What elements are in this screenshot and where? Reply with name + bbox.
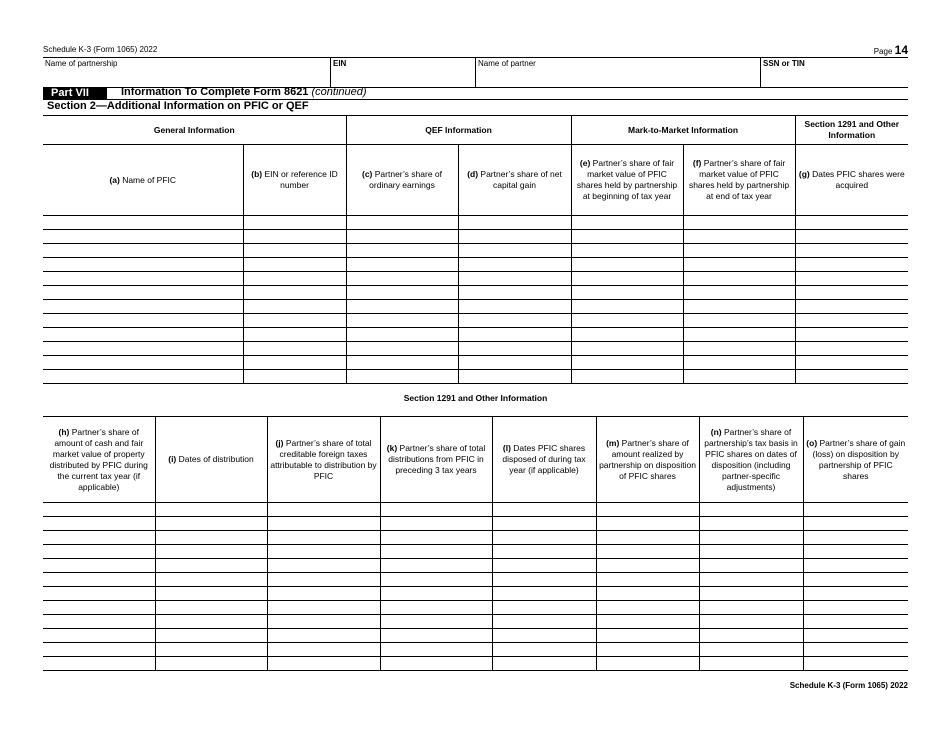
entry-cell[interactable] bbox=[267, 643, 380, 657]
column-label: Dates of distribution bbox=[176, 454, 254, 464]
entry-cell[interactable] bbox=[683, 328, 795, 342]
part-heading bbox=[43, 86, 908, 100]
entry-cell[interactable] bbox=[571, 258, 683, 272]
entry-cell[interactable] bbox=[795, 300, 908, 314]
entry-cell[interactable] bbox=[683, 314, 795, 328]
column-letter: (f) bbox=[692, 158, 702, 168]
column-header-l bbox=[492, 417, 596, 503]
column-label: Partner’s share of ordinary earnings bbox=[369, 169, 443, 190]
column-letter: (h) bbox=[58, 426, 70, 437]
column-label: Partner’s share of fair market value of PFIC shares held by partnership at beginning of tax year bbox=[576, 158, 678, 201]
pfic-table-2 bbox=[43, 416, 908, 671]
column-header-a bbox=[43, 145, 243, 216]
group-section-1291-information: Section 1291 and Other Information bbox=[795, 116, 908, 145]
table-row bbox=[43, 587, 908, 601]
column-letter: (i) bbox=[168, 454, 177, 464]
entry-cell[interactable] bbox=[380, 629, 492, 643]
part-title bbox=[121, 86, 367, 99]
table-row bbox=[43, 314, 908, 328]
entry-cell[interactable] bbox=[803, 517, 908, 531]
entry-cell[interactable] bbox=[699, 657, 803, 671]
entry-cell[interactable] bbox=[795, 216, 908, 230]
column-letter: (o) bbox=[806, 437, 818, 448]
table-row bbox=[43, 356, 908, 370]
entry-cell[interactable] bbox=[43, 272, 243, 286]
entry-cell[interactable] bbox=[596, 601, 699, 615]
entry-cell[interactable] bbox=[803, 545, 908, 559]
entry-cell[interactable] bbox=[380, 573, 492, 587]
entry-cell[interactable] bbox=[683, 272, 795, 286]
entry-cell[interactable] bbox=[155, 601, 267, 615]
entry-cell[interactable] bbox=[699, 573, 803, 587]
entry-cell[interactable] bbox=[596, 573, 699, 587]
entry-cell[interactable] bbox=[346, 286, 458, 300]
page-indicator bbox=[874, 43, 908, 57]
table-row bbox=[43, 643, 908, 657]
column-label: Partner’s share of total creditable foreign taxes attributable to distribution by PFIC bbox=[270, 437, 377, 481]
entry-cell[interactable] bbox=[458, 216, 571, 230]
entry-cell[interactable] bbox=[43, 573, 155, 587]
partnership-name-label: Name of partnership bbox=[45, 59, 118, 68]
entry-cell[interactable] bbox=[267, 503, 380, 517]
entry-cell[interactable] bbox=[571, 300, 683, 314]
entry-cell[interactable] bbox=[155, 629, 267, 643]
column-letter: (g) bbox=[798, 169, 810, 179]
entry-cell[interactable] bbox=[683, 370, 795, 384]
ein-label: EIN bbox=[333, 59, 347, 68]
entry-cell[interactable] bbox=[346, 314, 458, 328]
entry-cell[interactable] bbox=[458, 342, 571, 356]
entry-cell[interactable] bbox=[267, 573, 380, 587]
entry-cell[interactable] bbox=[43, 258, 243, 272]
column-header-k bbox=[380, 417, 492, 503]
entry-cell[interactable] bbox=[43, 314, 243, 328]
entry-cell[interactable] bbox=[243, 258, 346, 272]
column-label: Partner’s share of amount of cash and fair market value of property distributed by PFIC during the current tax year (if applicable) bbox=[49, 426, 148, 492]
entry-cell[interactable] bbox=[458, 328, 571, 342]
entry-cell[interactable] bbox=[43, 503, 155, 517]
entry-cell[interactable] bbox=[683, 230, 795, 244]
entry-cell[interactable] bbox=[571, 356, 683, 370]
table-row bbox=[43, 286, 908, 300]
section-title: Section 2—Additional Information on PFIC or QEF bbox=[47, 100, 309, 112]
column-letter: (e) bbox=[579, 158, 591, 168]
table-row bbox=[43, 517, 908, 531]
column-letter: (a) bbox=[109, 174, 120, 185]
entry-cell[interactable] bbox=[571, 272, 683, 286]
column-header-h bbox=[43, 417, 155, 503]
entry-cell[interactable] bbox=[571, 244, 683, 258]
entry-cell[interactable] bbox=[346, 244, 458, 258]
entry-cell[interactable] bbox=[803, 559, 908, 573]
entry-cell[interactable] bbox=[492, 629, 596, 643]
entry-cell[interactable] bbox=[458, 286, 571, 300]
table-row bbox=[43, 531, 908, 545]
entry-cell[interactable] bbox=[795, 370, 908, 384]
entry-cell[interactable] bbox=[43, 657, 155, 671]
column-label: Partner’s share of amount realized by partnership on disposition of PFIC shares bbox=[599, 437, 696, 481]
entry-cell[interactable] bbox=[803, 587, 908, 601]
entry-cell[interactable] bbox=[380, 517, 492, 531]
part-label: Part VII bbox=[43, 87, 107, 99]
entry-cell[interactable] bbox=[683, 342, 795, 356]
entry-cell[interactable] bbox=[683, 216, 795, 230]
entry-cell[interactable] bbox=[571, 328, 683, 342]
column-label: Dates PFIC shares were acquired bbox=[809, 169, 905, 190]
entry-cell[interactable] bbox=[683, 286, 795, 300]
column-header-f bbox=[683, 145, 795, 216]
entry-cell[interactable] bbox=[380, 531, 492, 545]
entry-cell[interactable] bbox=[267, 517, 380, 531]
table-row bbox=[43, 370, 908, 384]
entry-cell[interactable] bbox=[596, 559, 699, 573]
entry-cell[interactable] bbox=[492, 517, 596, 531]
entry-cell[interactable] bbox=[596, 517, 699, 531]
entry-cell[interactable] bbox=[346, 328, 458, 342]
ssn-label: SSN or TIN bbox=[763, 59, 805, 68]
group-general-information: General Information bbox=[43, 116, 346, 145]
entry-cell[interactable] bbox=[699, 503, 803, 517]
entry-cell[interactable] bbox=[699, 643, 803, 657]
column-letter: (m) bbox=[606, 437, 620, 448]
entry-cell[interactable] bbox=[596, 545, 699, 559]
entry-cell[interactable] bbox=[458, 356, 571, 370]
entry-cell[interactable] bbox=[267, 657, 380, 671]
entry-cell[interactable] bbox=[346, 300, 458, 314]
entry-cell[interactable] bbox=[267, 615, 380, 629]
entry-cell[interactable] bbox=[596, 531, 699, 545]
column-label: EIN or reference ID number bbox=[262, 169, 338, 190]
entry-cell[interactable] bbox=[492, 559, 596, 573]
entry-cell[interactable] bbox=[43, 615, 155, 629]
entry-cell[interactable] bbox=[571, 216, 683, 230]
entry-cell[interactable] bbox=[699, 601, 803, 615]
column-header-c bbox=[346, 145, 458, 216]
entry-cell[interactable] bbox=[43, 370, 243, 384]
entry-cell[interactable] bbox=[155, 531, 267, 545]
entry-cell[interactable] bbox=[699, 559, 803, 573]
column-letter: (k) bbox=[386, 443, 398, 453]
column-header-j bbox=[267, 417, 380, 503]
entry-cell[interactable] bbox=[43, 601, 155, 615]
entry-cell[interactable] bbox=[380, 587, 492, 601]
entry-cell[interactable] bbox=[795, 286, 908, 300]
entry-cell[interactable] bbox=[267, 587, 380, 601]
entry-cell[interactable] bbox=[596, 629, 699, 643]
entry-cell[interactable] bbox=[492, 643, 596, 657]
entry-cell[interactable] bbox=[43, 286, 243, 300]
entry-cell[interactable] bbox=[699, 615, 803, 629]
table-row bbox=[43, 615, 908, 629]
entry-cell[interactable] bbox=[596, 615, 699, 629]
table-row bbox=[43, 230, 908, 244]
entry-cell[interactable] bbox=[795, 244, 908, 258]
column-header-b bbox=[243, 145, 346, 216]
entry-cell[interactable] bbox=[803, 531, 908, 545]
column-letter: (l) bbox=[502, 443, 511, 453]
entry-cell[interactable] bbox=[43, 587, 155, 601]
pfic-table-1 bbox=[43, 115, 908, 384]
entry-cell[interactable] bbox=[803, 657, 908, 671]
entry-cell[interactable] bbox=[803, 503, 908, 517]
entry-cell[interactable] bbox=[43, 230, 243, 244]
column-label: Partner’s share of total distributions from PFIC in preceding 3 tax years bbox=[388, 443, 486, 475]
entry-cell[interactable] bbox=[346, 216, 458, 230]
entry-cell[interactable] bbox=[243, 356, 346, 370]
entry-cell[interactable] bbox=[492, 615, 596, 629]
column-header-g bbox=[795, 145, 908, 216]
column-letter: (j) bbox=[275, 437, 284, 448]
column-letter: (c) bbox=[362, 169, 373, 179]
entry-cell[interactable] bbox=[155, 657, 267, 671]
column-letter: (d) bbox=[467, 169, 479, 179]
entry-cell[interactable] bbox=[267, 545, 380, 559]
table-row bbox=[43, 244, 908, 258]
column-header-i bbox=[155, 417, 267, 503]
column-headers bbox=[43, 417, 908, 503]
entry-cell[interactable] bbox=[699, 587, 803, 601]
entry-cell[interactable] bbox=[492, 657, 596, 671]
entry-cell[interactable] bbox=[683, 300, 795, 314]
entry-cell[interactable] bbox=[267, 601, 380, 615]
table-row bbox=[43, 300, 908, 314]
entry-cell[interactable] bbox=[380, 615, 492, 629]
entry-cell[interactable] bbox=[43, 517, 155, 531]
entry-cell[interactable] bbox=[571, 342, 683, 356]
entry-cell[interactable] bbox=[243, 272, 346, 286]
entry-cell[interactable] bbox=[699, 545, 803, 559]
column-label: Dates PFIC shares disposed of during tax year (if applicable) bbox=[502, 443, 586, 475]
table-row bbox=[43, 545, 908, 559]
entry-cell[interactable] bbox=[243, 342, 346, 356]
ssn-field[interactable] bbox=[761, 58, 908, 87]
entry-cell[interactable] bbox=[699, 629, 803, 643]
entry-cell[interactable] bbox=[380, 503, 492, 517]
entry-cell[interactable] bbox=[803, 643, 908, 657]
entry-cell[interactable] bbox=[243, 216, 346, 230]
entry-cell[interactable] bbox=[699, 531, 803, 545]
column-label: Partner’s share of partnership’s tax basis in PFIC shares on dates of disposition (including partner-specific adjustments) bbox=[704, 426, 798, 492]
entry-cell[interactable] bbox=[458, 370, 571, 384]
table-row bbox=[43, 503, 908, 517]
entry-cell[interactable] bbox=[243, 286, 346, 300]
entry-cell[interactable] bbox=[571, 230, 683, 244]
entry-cell[interactable] bbox=[458, 230, 571, 244]
section-1291-title: Section 1291 and Other Information bbox=[403, 393, 548, 403]
entry-cell[interactable] bbox=[346, 258, 458, 272]
entry-cell[interactable] bbox=[492, 503, 596, 517]
entry-cell[interactable] bbox=[43, 300, 243, 314]
entry-cell[interactable] bbox=[683, 356, 795, 370]
table-row bbox=[43, 216, 908, 230]
table-row bbox=[43, 559, 908, 573]
column-headers bbox=[43, 145, 908, 216]
partnership-name-field[interactable] bbox=[43, 58, 330, 87]
entry-cell[interactable] bbox=[492, 601, 596, 615]
table-row bbox=[43, 328, 908, 342]
partner-name-field[interactable] bbox=[476, 58, 760, 87]
entry-cell[interactable] bbox=[43, 559, 155, 573]
entry-cell[interactable] bbox=[43, 531, 155, 545]
ein-field[interactable] bbox=[331, 58, 475, 87]
entry-cell[interactable] bbox=[155, 587, 267, 601]
table-row bbox=[43, 342, 908, 356]
form-name: Schedule K-3 (Form 1065) 2022 bbox=[43, 45, 158, 54]
entry-cell[interactable] bbox=[243, 300, 346, 314]
footer-form-name: Schedule K-3 (Form 1065) 2022 bbox=[789, 681, 908, 690]
entry-cell[interactable] bbox=[795, 272, 908, 286]
entry-cell[interactable] bbox=[43, 643, 155, 657]
entry-cell[interactable] bbox=[803, 601, 908, 615]
entry-cell[interactable] bbox=[492, 587, 596, 601]
entry-cell[interactable] bbox=[155, 573, 267, 587]
entry-cell[interactable] bbox=[380, 657, 492, 671]
entry-cell[interactable] bbox=[571, 286, 683, 300]
page-number: 14 bbox=[894, 43, 908, 57]
column-header-d bbox=[458, 145, 571, 216]
entry-cell[interactable] bbox=[380, 559, 492, 573]
entry-cell[interactable] bbox=[795, 356, 908, 370]
column-header-n bbox=[699, 417, 803, 503]
column-label: Name of PFIC bbox=[119, 174, 177, 185]
column-label: Partner’s share of fair market value of PFIC shares held by partnership at end of tax year bbox=[688, 158, 790, 201]
column-header-e bbox=[571, 145, 683, 216]
column-letter: (b) bbox=[251, 169, 263, 179]
group-qef-information: QEF Information bbox=[346, 116, 571, 145]
entry-cell[interactable] bbox=[458, 258, 571, 272]
entry-cell[interactable] bbox=[683, 244, 795, 258]
entry-cell[interactable] bbox=[155, 643, 267, 657]
entry-cell[interactable] bbox=[243, 244, 346, 258]
entry-cell[interactable] bbox=[380, 545, 492, 559]
entry-cell[interactable] bbox=[155, 615, 267, 629]
entry-cell[interactable] bbox=[243, 314, 346, 328]
entry-cell[interactable] bbox=[43, 216, 243, 230]
entry-cell[interactable] bbox=[380, 601, 492, 615]
table-row bbox=[43, 601, 908, 615]
entry-cell[interactable] bbox=[267, 559, 380, 573]
entry-cell[interactable] bbox=[458, 300, 571, 314]
entry-cell[interactable] bbox=[683, 258, 795, 272]
entry-cell[interactable] bbox=[596, 503, 699, 517]
entry-cell[interactable] bbox=[346, 230, 458, 244]
group-mark-to-market-information: Mark-to-Market Information bbox=[571, 116, 795, 145]
partner-name-label: Name of partner bbox=[478, 59, 536, 68]
entry-cell[interactable] bbox=[596, 643, 699, 657]
entry-cell[interactable] bbox=[346, 370, 458, 384]
entry-cell[interactable] bbox=[795, 342, 908, 356]
identification-row bbox=[43, 57, 908, 88]
table-row bbox=[43, 657, 908, 671]
entry-cell[interactable] bbox=[803, 629, 908, 643]
entry-cell[interactable] bbox=[795, 230, 908, 244]
entry-cell[interactable] bbox=[458, 314, 571, 328]
entry-cell[interactable] bbox=[458, 244, 571, 258]
entry-cell[interactable] bbox=[43, 545, 155, 559]
entry-cell[interactable] bbox=[571, 314, 683, 328]
entry-cell[interactable] bbox=[795, 314, 908, 328]
entry-cell[interactable] bbox=[803, 573, 908, 587]
entry-cell[interactable] bbox=[43, 629, 155, 643]
page-label: Page bbox=[873, 47, 893, 56]
table-row bbox=[43, 573, 908, 587]
entry-cell[interactable] bbox=[346, 272, 458, 286]
entry-cell[interactable] bbox=[492, 531, 596, 545]
column-label: Partner’s share of net capital gain bbox=[478, 169, 562, 190]
entry-cell[interactable] bbox=[155, 503, 267, 517]
entry-cell[interactable] bbox=[571, 370, 683, 384]
entry-cell[interactable] bbox=[267, 629, 380, 643]
column-label: Partner’s share of gain (loss) on disposition by partnership of PFIC shares bbox=[812, 437, 906, 481]
table-row bbox=[43, 258, 908, 272]
entry-cell[interactable] bbox=[346, 342, 458, 356]
entry-cell[interactable] bbox=[243, 328, 346, 342]
entry-cell[interactable] bbox=[155, 545, 267, 559]
entry-cell[interactable] bbox=[492, 545, 596, 559]
entry-cell[interactable] bbox=[243, 230, 346, 244]
entry-cell[interactable] bbox=[43, 244, 243, 258]
entry-cell[interactable] bbox=[43, 356, 243, 370]
part-continued: (continued) bbox=[311, 86, 367, 98]
part-title-text: Information To Complete Form 8621 bbox=[121, 86, 309, 98]
column-header-m bbox=[596, 417, 699, 503]
entry-cell[interactable] bbox=[155, 517, 267, 531]
column-letter: (n) bbox=[710, 426, 722, 437]
entry-cell[interactable] bbox=[596, 657, 699, 671]
table-row bbox=[43, 272, 908, 286]
entry-cell[interactable] bbox=[458, 272, 571, 286]
entry-cell[interactable] bbox=[596, 587, 699, 601]
entry-cell[interactable] bbox=[243, 370, 346, 384]
entry-cell[interactable] bbox=[795, 328, 908, 342]
entry-cell[interactable] bbox=[795, 258, 908, 272]
entry-cell[interactable] bbox=[346, 356, 458, 370]
entry-cell[interactable] bbox=[380, 643, 492, 657]
entry-cell[interactable] bbox=[699, 517, 803, 531]
table-row bbox=[43, 629, 908, 643]
entry-cell[interactable] bbox=[43, 342, 243, 356]
form-header bbox=[43, 43, 908, 57]
column-header-o bbox=[803, 417, 908, 503]
entry-cell[interactable] bbox=[155, 559, 267, 573]
entry-cell[interactable] bbox=[43, 328, 243, 342]
entry-cell[interactable] bbox=[803, 615, 908, 629]
entry-cell[interactable] bbox=[267, 531, 380, 545]
entry-cell[interactable] bbox=[492, 573, 596, 587]
